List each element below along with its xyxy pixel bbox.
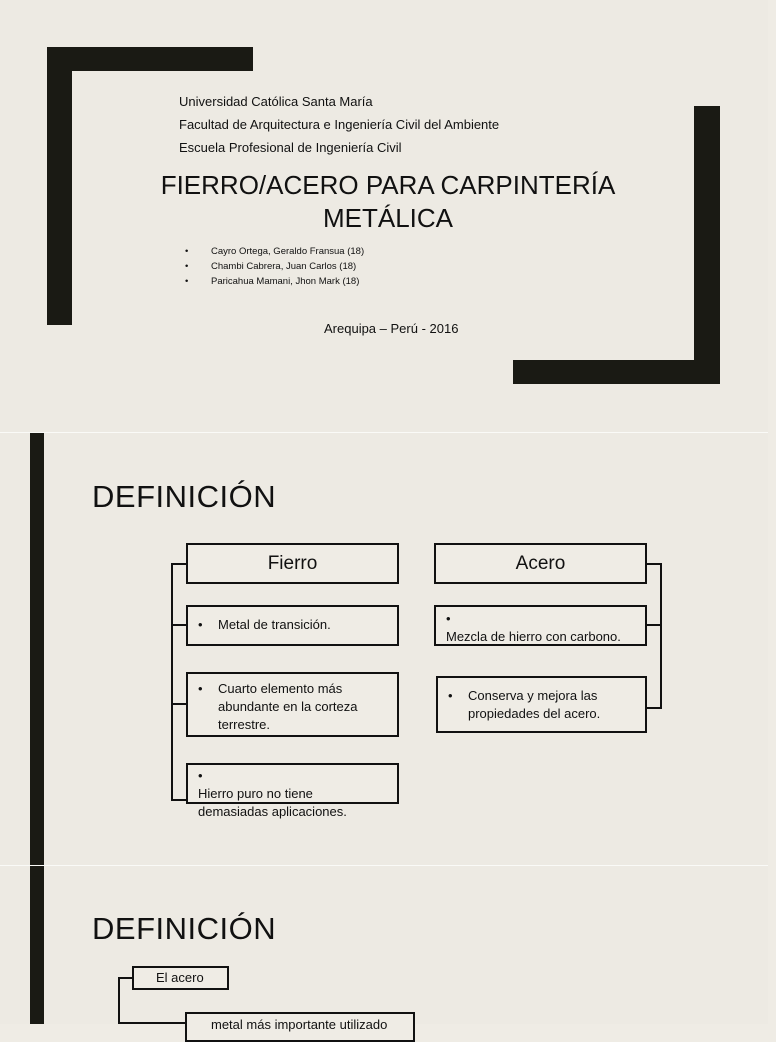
bullet-icon: • xyxy=(198,681,203,696)
presentation-title-line2: METÁLICA xyxy=(322,203,454,233)
acero-title-box: Acero xyxy=(434,543,647,584)
fierro-connector xyxy=(171,563,187,565)
university-name: Universidad Católica Santa María xyxy=(179,94,373,109)
bullet-icon: • xyxy=(198,617,203,632)
place-date: Arequipa – Perú - 2016 xyxy=(324,321,459,336)
frame-top-left-horizontal xyxy=(47,47,253,71)
side-accent-bar xyxy=(30,433,44,865)
presentation-title-line1: FIERRO/ACERO PARA CARPINTERÍA xyxy=(160,170,616,200)
author-item: • Cayro Ortega, Geraldo Fransua (18) xyxy=(185,246,365,257)
fierro-connector-vertical xyxy=(171,563,173,801)
fierro-item-box: • Cuarto elemento más abundante en la corteza terrestre. xyxy=(186,672,399,737)
frame-bottom-right-vertical xyxy=(694,106,720,384)
tree-connector xyxy=(118,1022,186,1024)
fierro-item-box: •Hierro puro no tiene demasiadas aplicaciones. xyxy=(186,763,399,804)
bullet-icon: • xyxy=(446,611,451,626)
acero-item-box: • Conserva y mejora las propiedades del acero. xyxy=(436,676,647,733)
root-node-box: El acero xyxy=(132,966,229,990)
fierro-title-box: Fierro xyxy=(186,543,399,584)
definition-slide xyxy=(0,433,768,865)
frame-bottom-right-horizontal xyxy=(513,360,720,384)
acero-connector-vertical xyxy=(660,563,662,709)
slide-heading: DEFINICIÓN xyxy=(92,479,277,514)
school-name: Escuela Profesional de Ingeniería Civil xyxy=(179,140,402,155)
definition-slide-2 xyxy=(0,866,768,1032)
author-list xyxy=(185,244,364,289)
author-item: • Paricahua Mamani, Jhon Mark (18) xyxy=(185,276,360,287)
tree-connector-vertical xyxy=(118,977,120,1024)
fierro-connector xyxy=(171,703,187,705)
acero-connector xyxy=(646,563,662,565)
bullet-icon: • xyxy=(198,768,203,783)
acero-connector xyxy=(646,707,662,709)
tree-connector xyxy=(118,977,133,979)
bullet-icon: • xyxy=(185,261,189,272)
side-accent-bar xyxy=(30,866,44,1024)
title-slide xyxy=(0,0,768,432)
bullet-icon: • xyxy=(185,276,189,287)
faculty-name: Facultad de Arquitectura e Ingeniería Civil del Ambiente xyxy=(179,117,500,132)
child-node-box: metal más importante utilizado xyxy=(185,1012,415,1042)
fierro-connector xyxy=(171,799,187,801)
fierro-connector xyxy=(171,624,187,626)
acero-item-box: •Mezcla de hierro con carbono. xyxy=(434,605,647,646)
fierro-item-box: • Metal de transición. xyxy=(186,605,399,646)
acero-connector xyxy=(646,624,662,626)
bullet-icon: • xyxy=(448,688,453,703)
slide-heading: DEFINICIÓN xyxy=(92,911,277,946)
author-item: • Chambi Cabrera, Juan Carlos (18) xyxy=(185,261,357,272)
bullet-icon: • xyxy=(185,246,189,257)
